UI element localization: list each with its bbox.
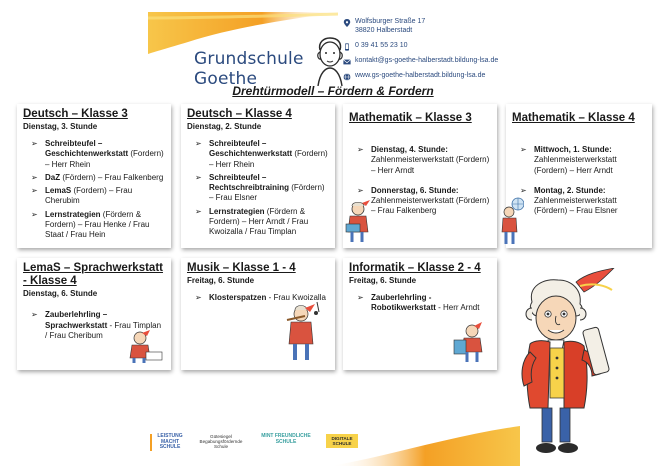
list-item: ➢ Schreibteufel – Geschichtenwerkstatt (Fordern) – Herr Rhein [195,139,328,169]
phone-icon [343,43,351,51]
list-item: ➢ Montag, 2. Stunde: Zahlenmeisterwerkstatt (Fördern) – Frau Elsner [520,185,618,216]
mascot-writing-icon [128,330,164,364]
card-title: Deutsch – Klasse 3 [23,108,128,120]
mascot-globe-icon [500,196,524,246]
card-deutsch-klasse-3 [17,104,171,248]
location-pin-icon [343,19,351,27]
address-row [343,18,523,36]
arrow-bullet-icon: ➢ [195,139,202,149]
card-subtitle: Dienstag, 2. Stunde [187,122,262,132]
address-line1: Wolfsburger Straße 17 [355,18,426,25]
arrow-bullet-icon: ➢ [31,139,38,149]
page-title: Drehtürmodell – Fördern & Fordern [232,84,434,98]
arrow-bullet-icon: ➢ [31,172,38,182]
card-title: Deutsch – Klasse 4 [187,108,292,120]
card-subtitle: Freitag, 6. Stunde [349,276,417,286]
card-title: LemaS – Sprachwerkstatt - Klasse 4 [23,262,163,288]
arrow-bullet-icon: ➢ [31,310,38,320]
list-item: ➢ Lernstrategien (Fördern & Fordern) – Herr Arndt / Frau Kwoizalla / Frau Timplan [195,206,309,237]
list-item: ➢ Zauberlehrling - Robotikwerkstatt - Herr Arndt [357,293,480,313]
list-item: ➢ Mittwoch, 1. Stunde: Zahlenmeisterwerkstatt (Fordern) – Herr Arndt [520,145,617,175]
card-title: Mathematik – Klasse 3 [349,112,472,124]
guetesiegel-logo[interactable]: Gütesiegel Begabungsfördernde Schule [199,434,243,450]
arrow-bullet-icon: ➢ [357,145,364,155]
school-logo[interactable] [152,14,332,89]
web-row[interactable] [343,72,523,81]
list-item: ➢ Klosterspatzen - Frau Kwoizalla [195,293,326,303]
card-title: Mathematik – Klasse 4 [512,112,635,124]
card-subtitle: Dienstag, 6. Stunde [23,289,98,299]
list-item: ➢ DaZ (Fördern) – Frau Falkenberg [31,172,164,182]
mail-icon [343,58,351,66]
phone-number: 0 39 41 55 23 10 [355,41,408,49]
card-subtitle: Freitag, 6. Stunde [187,276,255,286]
list-item: ➢ Schreibteufel – Rechtschreibtraining (Fördern) – Frau Elsner [195,172,325,203]
arrow-bullet-icon: ➢ [195,206,202,216]
card-subtitle: Dienstag, 3. Stunde [23,122,98,132]
arrow-bullet-icon: ➢ [357,293,364,303]
arrow-bullet-icon: ➢ [520,145,527,155]
address-line2: 38820 Halberstadt [355,26,413,34]
school-name: Grundschule Goethe [194,49,304,89]
list-item: ➢ Schreibteufel – Geschichtenwerkstatt (Fordern) – Herr Rhein [31,139,164,169]
mascot-tablet-icon [452,322,488,364]
mascot-flute-icon [283,300,323,364]
globe-icon [343,73,351,81]
arrow-bullet-icon: ➢ [357,185,364,195]
list-item: ➢ Donnerstag, 6. Stunde: Zahlenmeisterwerkstatt (Fördern) – Frau Falkenberg [357,185,490,216]
arrow-bullet-icon: ➢ [31,209,38,219]
arrow-bullet-icon: ➢ [31,186,38,196]
card-deutsch-klasse-4 [181,104,335,248]
card-mathematik-klasse-4 [506,104,652,248]
leistung-macht-schule-logo[interactable]: LEISTUNG MACHT SCHULE [150,434,186,451]
card-title: Musik – Klasse 1 - 4 [187,262,296,274]
digitale-schule-logo[interactable]: DIGITALE SCHULE [326,434,358,448]
mint-logo[interactable]: MINT FREUNDLICHE SCHULE [261,433,311,445]
list-item: ➢ Zauberlehrling – Sprachwerkstatt - Frau Timplan / Frau Cheribum [31,310,162,340]
arrow-bullet-icon: ➢ [520,185,527,195]
arrow-bullet-icon: ➢ [195,293,202,303]
card-title: Informatik – Klasse 2 - 4 [349,262,481,274]
email-row[interactable] [343,57,523,66]
email-address[interactable]: kontakt@gs-goethe-halberstadt.bildung-lsa.de [355,56,499,64]
footer-logos [0,430,666,460]
list-item: ➢ LemaS (Fordern) – Frau Cherubim [31,186,133,206]
website-url[interactable]: www.gs-goethe-halberstadt.bildung-lsa.de [355,71,486,79]
contact-block [343,18,523,87]
phone-row[interactable] [343,42,523,51]
list-item: ➢ Dienstag, 4. Stunde: Zahlenmeisterwerkstatt (Fordern) – Herr Arndt [357,145,490,175]
mascot-reading-icon [344,200,374,244]
arrow-bullet-icon: ➢ [195,172,202,182]
list-item: ➢ Lernstrategien (Fördern & Fordern) – Frau Henke / Frau Staat / Frau Hein [31,209,150,240]
